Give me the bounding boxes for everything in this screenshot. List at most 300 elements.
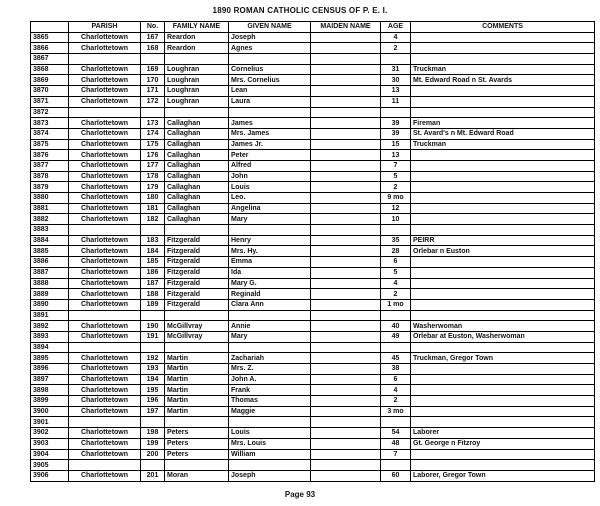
given-name-cell: [229, 310, 311, 321]
table-row: [31, 107, 595, 118]
parish-cell: Charlottetown: [69, 214, 141, 225]
family-name-cell: Moran: [165, 470, 229, 481]
given-name-cell: Mary G.: [229, 278, 311, 289]
age-cell: [381, 460, 411, 471]
number-cell: 167: [141, 32, 165, 43]
age-cell: [381, 310, 411, 321]
maiden-name-cell: [311, 396, 381, 407]
maiden-name-cell: [311, 342, 381, 353]
given-name-cell: [229, 107, 311, 118]
table-row: [31, 449, 595, 460]
family-name-cell: Loughran: [165, 64, 229, 75]
given-name-cell: Joseph: [229, 32, 311, 43]
maiden-name-cell: [311, 107, 381, 118]
table-row: [31, 246, 595, 257]
given-name-cell: Leo.: [229, 193, 311, 204]
record-number-cell: 3885: [31, 246, 69, 257]
number-cell: 200: [141, 449, 165, 460]
given-name-cell: Mary: [229, 214, 311, 225]
number-cell: 201: [141, 470, 165, 481]
comments-cell: [411, 257, 595, 268]
comments-cell: Laborer: [411, 428, 595, 439]
record-number-cell: 3890: [31, 299, 69, 310]
page-title: 1890 ROMAN CATHOLIC CENSUS OF P. E. I.: [212, 6, 388, 15]
comments-cell: [411, 385, 595, 396]
maiden-name-cell: [311, 470, 381, 481]
family-name-cell: [165, 417, 229, 428]
record-number-cell: 3906: [31, 470, 69, 481]
comments-cell: Orlebar at Euston, Washerwoman: [411, 331, 595, 342]
number-cell: 199: [141, 438, 165, 449]
header-parish: PARISH: [69, 22, 141, 33]
table-row: [31, 353, 595, 364]
table-row: [31, 214, 595, 225]
maiden-name-cell: [311, 32, 381, 43]
maiden-name-cell: [311, 203, 381, 214]
page-number: Page 93: [284, 490, 316, 499]
given-name-cell: Emma: [229, 257, 311, 268]
family-name-cell: [165, 460, 229, 471]
number-cell: 197: [141, 406, 165, 417]
age-cell: [381, 54, 411, 65]
given-name-cell: Laura: [229, 96, 311, 107]
comments-cell: Truckman: [411, 139, 595, 150]
record-number-cell: 3876: [31, 150, 69, 161]
comments-cell: Fireman: [411, 118, 595, 129]
table-row: [31, 139, 595, 150]
number-cell: 170: [141, 75, 165, 86]
maiden-name-cell: [311, 364, 381, 375]
maiden-name-cell: [311, 171, 381, 182]
given-name-cell: Thomas: [229, 396, 311, 407]
maiden-name-cell: [311, 310, 381, 321]
record-number-cell: 3891: [31, 310, 69, 321]
table-row: [31, 321, 595, 332]
parish-cell: Charlottetown: [69, 470, 141, 481]
comments-cell: [411, 182, 595, 193]
comments-cell: [411, 225, 595, 236]
header-row: [31, 22, 595, 33]
table-row: [31, 43, 595, 54]
comments-cell: [411, 289, 595, 300]
maiden-name-cell: [311, 214, 381, 225]
family-name-cell: Peters: [165, 428, 229, 439]
age-cell: 9 mo: [381, 193, 411, 204]
family-name-cell: Martin: [165, 364, 229, 375]
table-row: [31, 54, 595, 65]
comments-cell: St. Avard's n Mt. Edward Road: [411, 128, 595, 139]
family-name-cell: Fitzgerald: [165, 267, 229, 278]
number-cell: [141, 107, 165, 118]
given-name-cell: [229, 417, 311, 428]
family-name-cell: Callaghan: [165, 193, 229, 204]
number-cell: [141, 54, 165, 65]
number-cell: 180: [141, 193, 165, 204]
table-row: [31, 299, 595, 310]
parish-cell: Charlottetown: [69, 171, 141, 182]
given-name-cell: Cornelius: [229, 64, 311, 75]
parish-cell: Charlottetown: [69, 267, 141, 278]
age-cell: 6: [381, 257, 411, 268]
given-name-cell: John A.: [229, 374, 311, 385]
table-row: [31, 438, 595, 449]
maiden-name-cell: [311, 374, 381, 385]
table-row: [31, 385, 595, 396]
comments-cell: Truckman: [411, 64, 595, 75]
record-number-cell: 3896: [31, 364, 69, 375]
family-name-cell: Fitzgerald: [165, 289, 229, 300]
comments-cell: [411, 32, 595, 43]
maiden-name-cell: [311, 118, 381, 129]
age-cell: 5: [381, 171, 411, 182]
maiden-name-cell: [311, 86, 381, 97]
parish-cell: [69, 225, 141, 236]
comments-cell: Gt. George n Fitzroy: [411, 438, 595, 449]
given-name-cell: William: [229, 449, 311, 460]
parish-cell: Charlottetown: [69, 118, 141, 129]
table-row: [31, 396, 595, 407]
family-name-cell: Reardon: [165, 43, 229, 54]
age-cell: 6: [381, 374, 411, 385]
number-cell: 195: [141, 385, 165, 396]
age-cell: 30: [381, 75, 411, 86]
maiden-name-cell: [311, 385, 381, 396]
record-number-cell: 3873: [31, 118, 69, 129]
maiden-name-cell: [311, 182, 381, 193]
header-given-name: GIVEN NAME: [229, 22, 311, 33]
number-cell: 171: [141, 86, 165, 97]
age-cell: 35: [381, 235, 411, 246]
comments-cell: Orlebar n Euston: [411, 246, 595, 257]
comments-cell: [411, 364, 595, 375]
maiden-name-cell: [311, 449, 381, 460]
comments-cell: [411, 449, 595, 460]
given-name-cell: Mary: [229, 331, 311, 342]
maiden-name-cell: [311, 96, 381, 107]
parish-cell: Charlottetown: [69, 257, 141, 268]
maiden-name-cell: [311, 267, 381, 278]
parish-cell: Charlottetown: [69, 353, 141, 364]
given-name-cell: Ida: [229, 267, 311, 278]
number-cell: 188: [141, 289, 165, 300]
record-number-cell: 3895: [31, 353, 69, 364]
table-row: [31, 64, 595, 75]
age-cell: 12: [381, 203, 411, 214]
comments-cell: [411, 342, 595, 353]
record-number-cell: 3901: [31, 417, 69, 428]
family-name-cell: Callaghan: [165, 160, 229, 171]
record-number-cell: 3879: [31, 182, 69, 193]
parish-cell: Charlottetown: [69, 428, 141, 439]
family-name-cell: Callaghan: [165, 214, 229, 225]
family-name-cell: [165, 310, 229, 321]
table-row: [31, 118, 595, 129]
family-name-cell: Fitzgerald: [165, 257, 229, 268]
maiden-name-cell: [311, 128, 381, 139]
parish-cell: Charlottetown: [69, 289, 141, 300]
table-row: [31, 96, 595, 107]
record-number-cell: 3904: [31, 449, 69, 460]
parish-cell: [69, 54, 141, 65]
comments-cell: [411, 310, 595, 321]
maiden-name-cell: [311, 139, 381, 150]
number-cell: 185: [141, 257, 165, 268]
number-cell: 181: [141, 203, 165, 214]
age-cell: [381, 107, 411, 118]
given-name-cell: [229, 225, 311, 236]
number-cell: 178: [141, 171, 165, 182]
record-number-cell: 3880: [31, 193, 69, 204]
age-cell: 38: [381, 364, 411, 375]
given-name-cell: Mrs. Louis: [229, 438, 311, 449]
family-name-cell: Fitzgerald: [165, 246, 229, 257]
age-cell: 2: [381, 182, 411, 193]
comments-cell: [411, 107, 595, 118]
parish-cell: Charlottetown: [69, 96, 141, 107]
number-cell: 187: [141, 278, 165, 289]
comments-cell: [411, 278, 595, 289]
comments-cell: [411, 406, 595, 417]
given-name-cell: [229, 460, 311, 471]
family-name-cell: Peters: [165, 449, 229, 460]
record-number-cell: 3869: [31, 75, 69, 86]
table-row: [31, 289, 595, 300]
parish-cell: Charlottetown: [69, 150, 141, 161]
given-name-cell: Mrs. James: [229, 128, 311, 139]
table-row: [31, 428, 595, 439]
given-name-cell: Clara Ann: [229, 299, 311, 310]
family-name-cell: Callaghan: [165, 203, 229, 214]
number-cell: 193: [141, 364, 165, 375]
given-name-cell: Mrs. Cornelius: [229, 75, 311, 86]
number-cell: 196: [141, 396, 165, 407]
family-name-cell: Callaghan: [165, 128, 229, 139]
family-name-cell: McGillvray: [165, 321, 229, 332]
given-name-cell: Peter: [229, 150, 311, 161]
maiden-name-cell: [311, 438, 381, 449]
parish-cell: Charlottetown: [69, 235, 141, 246]
comments-cell: [411, 214, 595, 225]
parish-cell: Charlottetown: [69, 128, 141, 139]
parish-cell: Charlottetown: [69, 438, 141, 449]
number-cell: 177: [141, 160, 165, 171]
parish-cell: Charlottetown: [69, 86, 141, 97]
family-name-cell: Fitzgerald: [165, 235, 229, 246]
table-row: [31, 331, 595, 342]
table-row: [31, 171, 595, 182]
maiden-name-cell: [311, 406, 381, 417]
given-name-cell: [229, 54, 311, 65]
age-cell: 1 mo: [381, 299, 411, 310]
number-cell: 190: [141, 321, 165, 332]
parish-cell: Charlottetown: [69, 331, 141, 342]
family-name-cell: Loughran: [165, 75, 229, 86]
comments-cell: Mt. Edward Road n St. Avards: [411, 75, 595, 86]
family-name-cell: Callaghan: [165, 118, 229, 129]
parish-cell: [69, 417, 141, 428]
maiden-name-cell: [311, 353, 381, 364]
given-name-cell: Lean: [229, 86, 311, 97]
table-row: [31, 310, 595, 321]
parish-cell: Charlottetown: [69, 139, 141, 150]
record-number-cell: 3899: [31, 396, 69, 407]
family-name-cell: Loughran: [165, 86, 229, 97]
header-family-name: FAMILY NAME: [165, 22, 229, 33]
family-name-cell: [165, 342, 229, 353]
age-cell: 10: [381, 214, 411, 225]
age-cell: 5: [381, 267, 411, 278]
number-cell: [141, 310, 165, 321]
number-cell: 173: [141, 118, 165, 129]
table-row: [31, 75, 595, 86]
header-age: AGE: [381, 22, 411, 33]
given-name-cell: Mrs. Hy.: [229, 246, 311, 257]
parish-cell: Charlottetown: [69, 64, 141, 75]
parish-cell: Charlottetown: [69, 374, 141, 385]
given-name-cell: John: [229, 171, 311, 182]
number-cell: 176: [141, 150, 165, 161]
maiden-name-cell: [311, 289, 381, 300]
parish-cell: Charlottetown: [69, 193, 141, 204]
number-cell: [141, 225, 165, 236]
record-number-cell: 3882: [31, 214, 69, 225]
table-row: [31, 203, 595, 214]
age-cell: 4: [381, 278, 411, 289]
table-row: [31, 225, 595, 236]
given-name-cell: Mrs. Z.: [229, 364, 311, 375]
number-cell: 169: [141, 64, 165, 75]
family-name-cell: Martin: [165, 374, 229, 385]
age-cell: 48: [381, 438, 411, 449]
maiden-name-cell: [311, 193, 381, 204]
age-cell: 39: [381, 118, 411, 129]
record-number-cell: 3887: [31, 267, 69, 278]
header-comments: COMMENTS: [411, 22, 595, 33]
given-name-cell: Frank: [229, 385, 311, 396]
family-name-cell: Callaghan: [165, 182, 229, 193]
age-cell: 31: [381, 64, 411, 75]
comments-cell: [411, 299, 595, 310]
given-name-cell: Angelina: [229, 203, 311, 214]
comments-cell: [411, 171, 595, 182]
age-cell: 54: [381, 428, 411, 439]
age-cell: 4: [381, 385, 411, 396]
age-cell: [381, 342, 411, 353]
given-name-cell: James: [229, 118, 311, 129]
number-cell: [141, 342, 165, 353]
parish-cell: Charlottetown: [69, 75, 141, 86]
record-number-cell: 3888: [31, 278, 69, 289]
comments-cell: [411, 417, 595, 428]
table-row: [31, 406, 595, 417]
table-row: [31, 257, 595, 268]
number-cell: 175: [141, 139, 165, 150]
age-cell: 3 mo: [381, 406, 411, 417]
number-cell: 184: [141, 246, 165, 257]
number-cell: [141, 460, 165, 471]
comments-cell: [411, 96, 595, 107]
maiden-name-cell: [311, 246, 381, 257]
parish-cell: Charlottetown: [69, 299, 141, 310]
record-number-cell: 3886: [31, 257, 69, 268]
family-name-cell: Martin: [165, 396, 229, 407]
age-cell: 39: [381, 128, 411, 139]
comments-cell: [411, 267, 595, 278]
family-name-cell: Callaghan: [165, 171, 229, 182]
age-cell: 7: [381, 449, 411, 460]
comments-cell: Truckman, Gregor Town: [411, 353, 595, 364]
comments-cell: Laborer, Gregor Town: [411, 470, 595, 481]
record-number-cell: 3877: [31, 160, 69, 171]
maiden-name-cell: [311, 235, 381, 246]
record-number-cell: 3866: [31, 43, 69, 54]
family-name-cell: [165, 225, 229, 236]
record-number-cell: 3902: [31, 428, 69, 439]
comments-cell: [411, 150, 595, 161]
maiden-name-cell: [311, 160, 381, 171]
comments-cell: [411, 193, 595, 204]
family-name-cell: Martin: [165, 353, 229, 364]
parish-cell: [69, 107, 141, 118]
comments-cell: [411, 54, 595, 65]
family-name-cell: Loughran: [165, 96, 229, 107]
parish-cell: Charlottetown: [69, 406, 141, 417]
given-name-cell: [229, 342, 311, 353]
given-name-cell: Louis: [229, 428, 311, 439]
table-row: [31, 150, 595, 161]
maiden-name-cell: [311, 64, 381, 75]
age-cell: [381, 417, 411, 428]
record-number-cell: 3874: [31, 128, 69, 139]
record-number-cell: 3871: [31, 96, 69, 107]
table-row: [31, 86, 595, 97]
number-cell: 168: [141, 43, 165, 54]
maiden-name-cell: [311, 54, 381, 65]
comments-cell: [411, 460, 595, 471]
family-name-cell: Callaghan: [165, 150, 229, 161]
given-name-cell: Annie: [229, 321, 311, 332]
age-cell: 60: [381, 470, 411, 481]
number-cell: 194: [141, 374, 165, 385]
record-number-cell: 3905: [31, 460, 69, 471]
parish-cell: Charlottetown: [69, 182, 141, 193]
maiden-name-cell: [311, 150, 381, 161]
table-row: [31, 460, 595, 471]
maiden-name-cell: [311, 331, 381, 342]
parish-cell: Charlottetown: [69, 449, 141, 460]
age-cell: 40: [381, 321, 411, 332]
age-cell: 15: [381, 139, 411, 150]
maiden-name-cell: [311, 43, 381, 54]
maiden-name-cell: [311, 299, 381, 310]
number-cell: 189: [141, 299, 165, 310]
number-cell: 179: [141, 182, 165, 193]
given-name-cell: Henry: [229, 235, 311, 246]
age-cell: 2: [381, 396, 411, 407]
table-row: [31, 193, 595, 204]
age-cell: 2: [381, 289, 411, 300]
table-row: [31, 470, 595, 481]
table-row: [31, 417, 595, 428]
family-name-cell: Fitzgerald: [165, 278, 229, 289]
record-number-cell: 3868: [31, 64, 69, 75]
given-name-cell: Joseph: [229, 470, 311, 481]
maiden-name-cell: [311, 225, 381, 236]
table-row: [31, 160, 595, 171]
given-name-cell: Maggie: [229, 406, 311, 417]
given-name-cell: Zachariah: [229, 353, 311, 364]
table-row: [31, 235, 595, 246]
